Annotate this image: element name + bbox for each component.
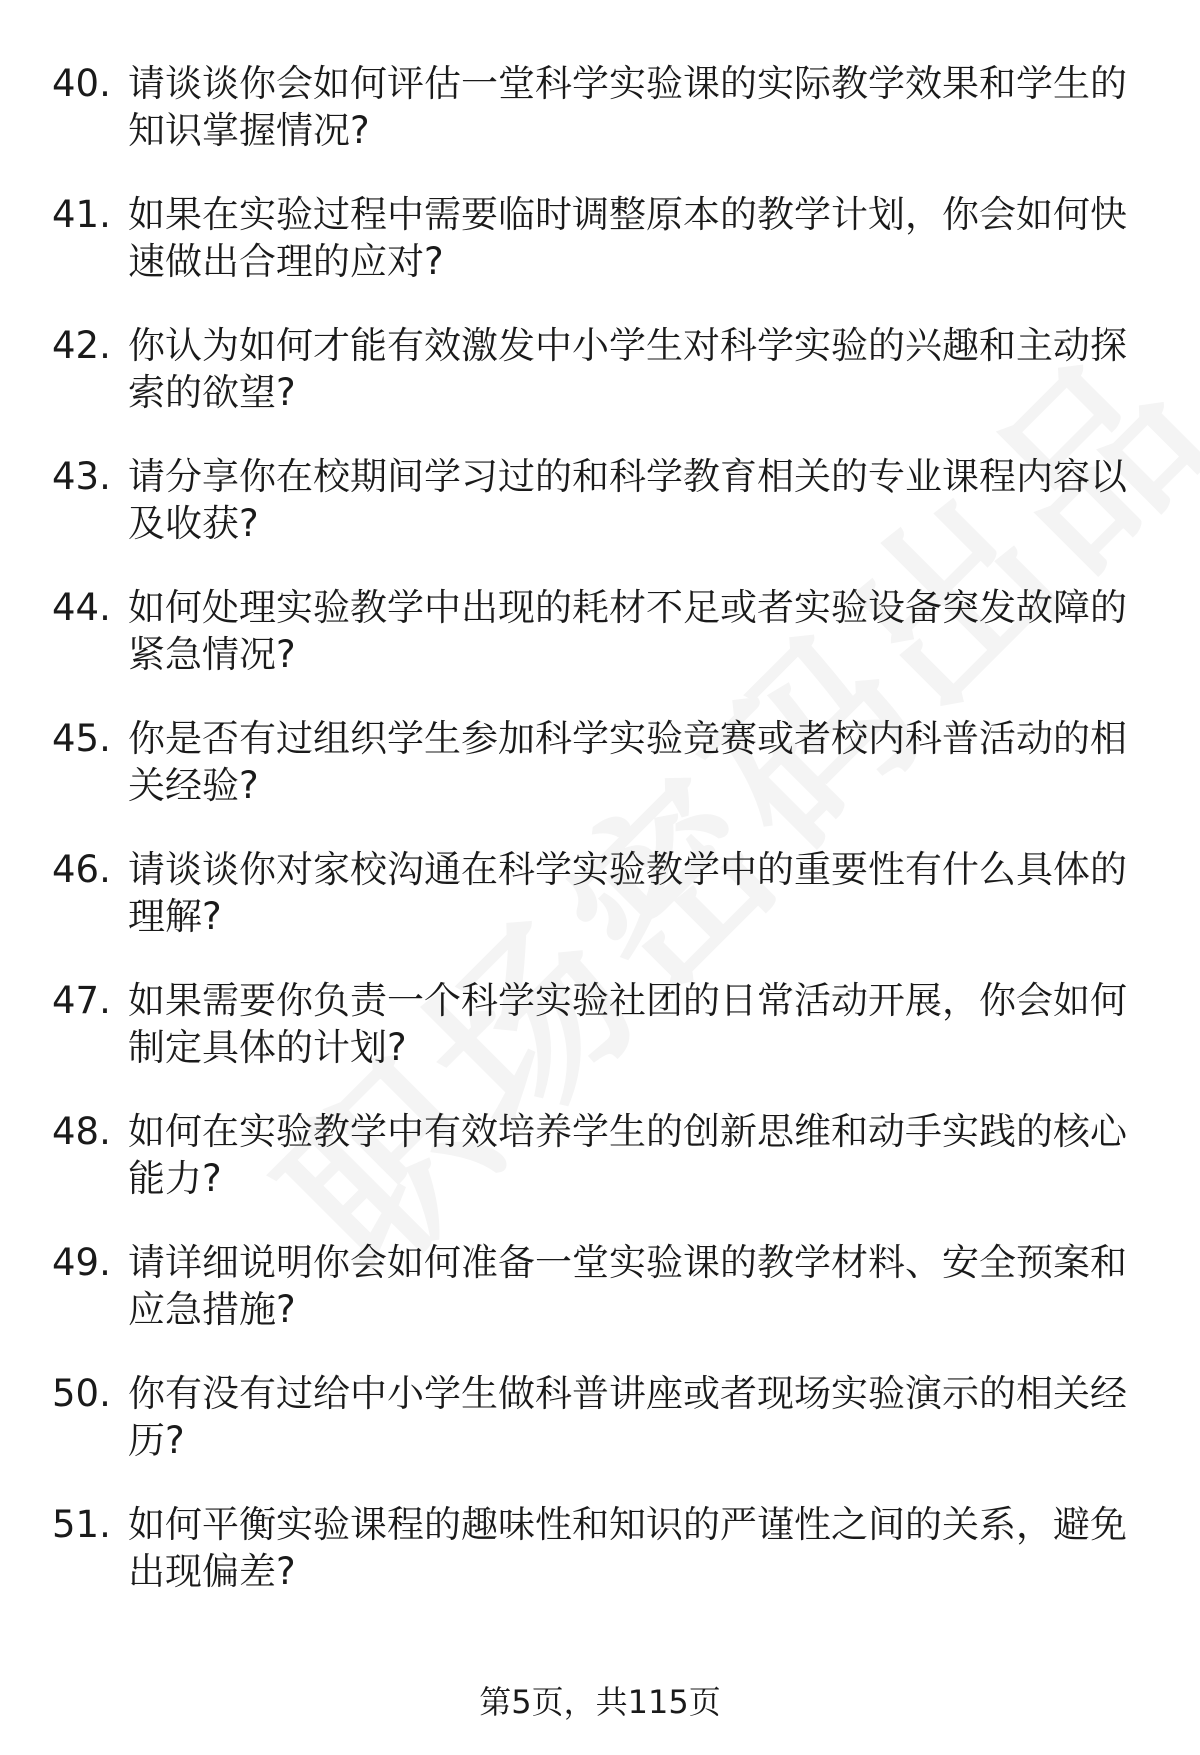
question-list (0, 60, 1200, 1632)
list-item (0, 584, 1200, 715)
question-text: 如果在实验过程中需要临时调整原本的教学计划，你会如何快速做出合理的应对? (128, 193, 1127, 283)
question-text: 请分享你在校期间学习过的和科学教育相关的专业课程内容以及收获? (128, 455, 1127, 545)
question-number: 47. (52, 979, 111, 1022)
list-item (0, 1370, 1200, 1501)
page-footer (0, 1682, 1200, 1722)
question-text: 请详细说明你会如何准备一堂实验课的教学材料、安全预案和应急措施? (128, 1241, 1127, 1331)
question-text: 请谈谈你对家校沟通在科学实验教学中的重要性有什么具体的理解? (128, 848, 1127, 938)
question-text: 你认为如何才能有效激发中小学生对科学实验的兴趣和主动探索的欲望? (128, 324, 1127, 414)
question-number: 46. (52, 848, 111, 891)
question-text: 如何在实验教学中有效培养学生的创新思维和动手实践的核心能力? (128, 1110, 1127, 1200)
question-text: 你是否有过组织学生参加科学实验竞赛或者校内科普活动的相关经验? (128, 717, 1127, 807)
question-text: 如何处理实验教学中出现的耗材不足或者实验设备突发故障的紧急情况? (128, 586, 1127, 676)
question-number: 45. (52, 717, 111, 760)
question-number: 50. (52, 1372, 111, 1415)
list-item (0, 715, 1200, 846)
list-item (0, 1239, 1200, 1370)
list-item (0, 1501, 1200, 1632)
question-number: 51. (52, 1503, 111, 1546)
question-text: 如果需要你负责一个科学实验社团的日常活动开展，你会如何制定具体的计划? (128, 979, 1127, 1069)
list-item (0, 191, 1200, 322)
list-item (0, 1108, 1200, 1239)
question-number: 41. (52, 193, 111, 236)
question-number: 40. (52, 62, 111, 105)
question-text: 如何平衡实验课程的趣味性和知识的严谨性之间的关系，避免出现偏差? (128, 1503, 1127, 1593)
list-item (0, 846, 1200, 977)
question-number: 42. (52, 324, 111, 367)
question-text: 你有没有过给中小学生做科普讲座或者现场实验演示的相关经历? (128, 1372, 1127, 1462)
question-number: 48. (52, 1110, 111, 1153)
question-number: 43. (52, 455, 111, 498)
question-text: 请谈谈你会如何评估一堂科学实验课的实际教学效果和学生的知识掌握情况? (128, 62, 1127, 152)
list-item (0, 453, 1200, 584)
list-item (0, 977, 1200, 1108)
question-number: 49. (52, 1241, 111, 1284)
list-item (0, 322, 1200, 453)
page-number-label: 第5页，共115页 (479, 1683, 721, 1721)
question-number: 44. (52, 586, 111, 629)
list-item (0, 60, 1200, 191)
